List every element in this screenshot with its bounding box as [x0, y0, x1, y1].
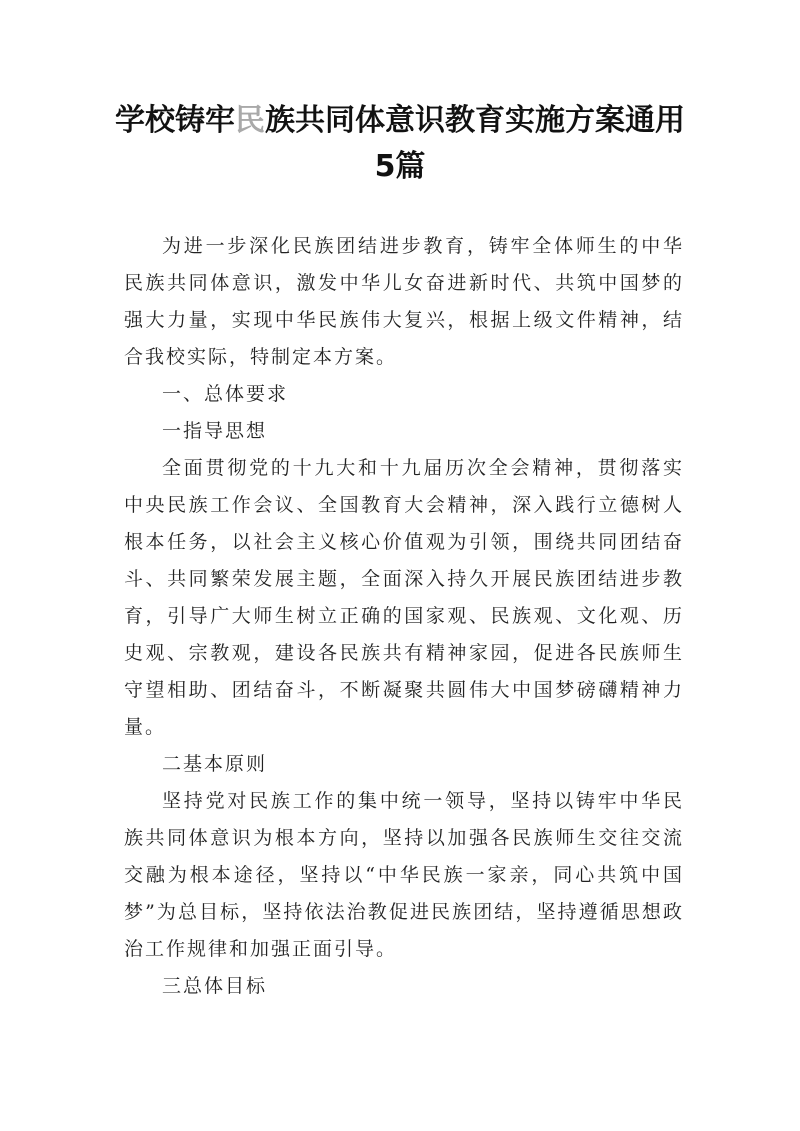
subheading-basic-principles: 二基本原则: [162, 753, 268, 775]
section-heading-general-requirements: 一、总体要求: [162, 383, 289, 405]
document-body: [124, 228, 684, 1005]
intro-paragraph: 为进一步深化民族团结进步教育，铸牢全体师生的中华民族共同体意识，激发中华儿女奋进新时代、共筑中国梦的强大力量，实现中华民族伟大复兴，根据上级文件精神，结合我校实际，特制定本方案。: [124, 235, 684, 368]
subheading-guiding-ideology: 一指导思想: [162, 420, 268, 442]
document-title: [110, 98, 690, 190]
basic-principles-paragraph: 坚持党对民族工作的集中统一领导，坚持以铸牢中华民族共同体意识为根本方向，坚持以加强各民族师生交往交流交融为根本途径，坚持以“中华民族一家亲，同心共筑中国梦”为总目标，坚持依法治教促进民族团结，坚持遵循思想政治工作规律和加强正面引导。: [124, 790, 684, 960]
title-part-3: 族共同体意识教育实施方案通用5篇: [265, 103, 685, 184]
subheading-overall-goals: 三总体目标: [162, 975, 268, 997]
title-highlighted-char: 民: [235, 103, 265, 138]
title-part-1: 学校铸牢: [115, 103, 235, 138]
guiding-ideology-paragraph: 全面贯彻党的十九大和十九届历次全会精神，贯彻落实中央民族工作会议、全国教育大会精神，深入践行立德树人根本任务，以社会主义核心价值观为引领，围绕共同团结奋斗、共同繁荣发展主题，全面深入持久开展民族团结进步教育，引导广大师生树立正确的国家观、民族观、文化观、历史观、宗教观，建设各民族共有精神家园，促进各民族师生守望相助、团结奋斗，不断凝聚共圆伟大中国梦磅礴精神力量。: [124, 457, 684, 738]
